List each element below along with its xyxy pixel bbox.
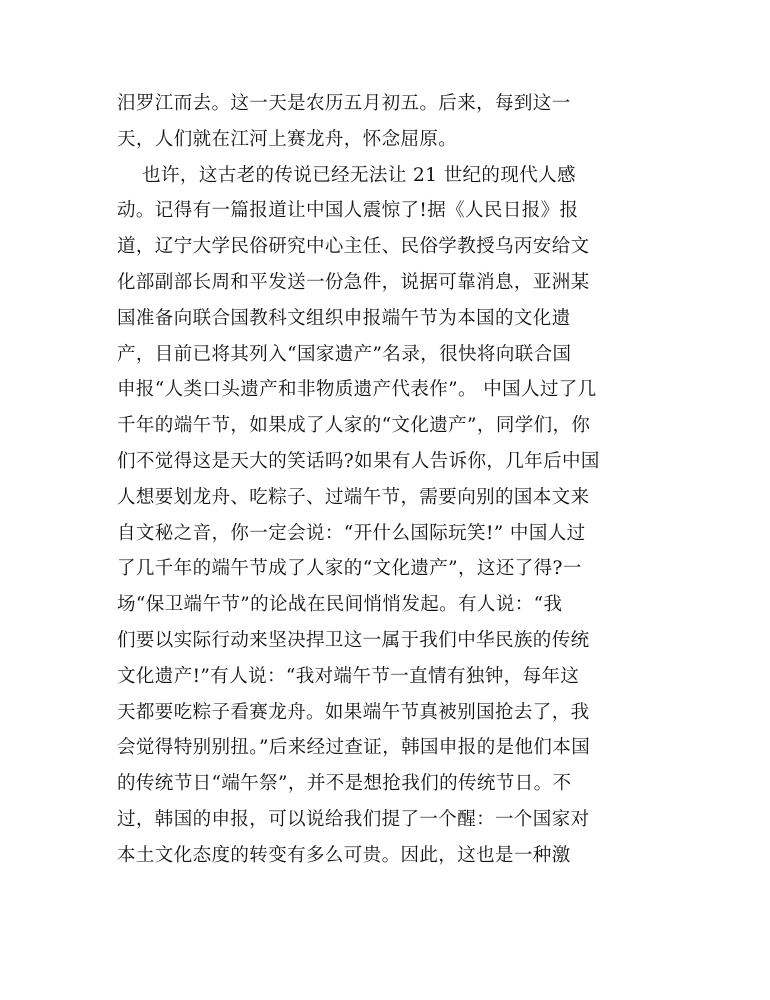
text-line: 道，辽宁大学民俗研究中心主任、民俗学教授乌丙安给文: [117, 236, 590, 258]
text-line: 也许，这古老的传说已经无法让 21 世纪的现代人感: [117, 164, 576, 186]
text-line: 会觉得特别别扭。”后来经过查证，韩国申报的是他们本国: [117, 737, 591, 759]
text-line: 场“保卫端午节”的论战在民间悄悄发起。有人说：“我: [117, 594, 563, 616]
text-line: 们不觉得这是天大的笑话吗?如果有人告诉你，几年后中国: [117, 450, 600, 472]
text-line: 千年的端午节，如果成了人家的“文化遗产”，同学们，你: [117, 415, 591, 437]
text-line: 天都要吃粽子看赛龙舟。如果端午节真被别国抢去了，我: [117, 701, 590, 723]
text-line: 的传统节日“端午祭”，并不是想抢我们的传统节日。不: [117, 773, 572, 795]
text-line: 文化遗产!”有人说：“我对端午节一直情有独钟，每年这: [117, 665, 580, 687]
text-line: 本土文化态度的转变有多么可贵。因此，这也是一种激: [117, 844, 571, 866]
text-line: 动。记得有一篇报道让中国人震惊了!据《人民日报》报: [117, 200, 579, 222]
text-line: 申报“人类口头遗产和非物质遗产代表作”。 中国人过了几: [117, 379, 597, 401]
text-line: 产，目前已将其列入“国家遗产”名录，很快将向联合国: [117, 343, 572, 365]
text-line: 国准备向联合国教科文组织申报端午节为本国的文化遗: [117, 307, 571, 329]
body-text: [117, 86, 657, 874]
text-line: 人想要划龙舟、吃粽子、过端午节，需要向别的国本文来: [117, 486, 590, 508]
text-line: 了几千年的端午节成了人家的“文化遗产”，这还了得?一: [117, 558, 582, 580]
text-line: 们要以实际行动来坚决捍卫这一属于我们中华民族的传统: [117, 629, 590, 651]
text-line: 过，韩国的申报，可以说给我们提了一个醒：一个国家对: [117, 808, 590, 830]
text-line: 化部副部长周和平发送一份急件，说据可靠消息，亚洲某: [117, 271, 590, 293]
text-line: 汨罗江而去。这一天是农历五月初五。后来，每到这一: [117, 93, 571, 114]
text-line: 自文秘之音，你一定会说：“开什么国际玩笑!” 中国人过: [117, 522, 586, 544]
text-line: 天，人们就在江河上赛龙舟，怀念屈原。: [117, 128, 458, 150]
